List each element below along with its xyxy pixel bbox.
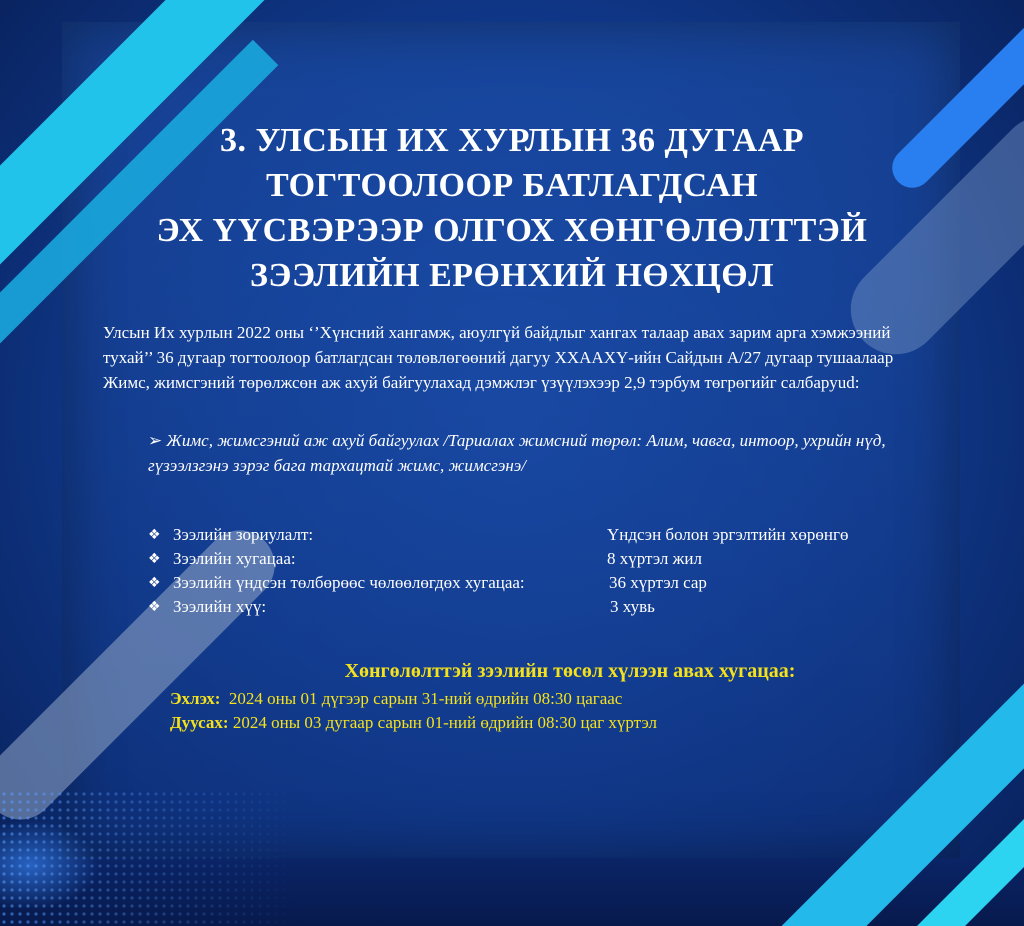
term-label: Зээлийн зориулалт: — [173, 525, 314, 544]
period-start — [170, 687, 930, 711]
submission-period-title: Хөнгөлөлттэй зээлийн төсөл хүлээн авах хугацаа: — [344, 660, 796, 682]
term-label: Зээлийн хугацаа: — [173, 549, 296, 568]
term-label: Зээлийн хүү: — [173, 597, 267, 616]
period-end-value: 2024 оны 03 дугаар сарын 01-ний өдрийн 08:30 цаг хүртэл — [228, 713, 657, 732]
term-value: 8 хүртэл жил — [607, 549, 702, 568]
term-row-purpose — [148, 523, 928, 547]
loan-terms-list — [148, 523, 928, 619]
decor-dots — [0, 790, 300, 926]
term-value: 3 хувь — [610, 597, 655, 616]
term-row-rate — [148, 595, 928, 619]
bullet-text: Жимс, жимсгэний аж ахуй байгуулах /Тариалах жимсний төрөл: Алим, чавга, интоор, ухрийн нүд, гүзээлзгэнэ зэрэг бага тархацтай жимс, жимсгэнэ/ — [148, 431, 886, 475]
term-row-grace — [148, 571, 928, 595]
period-end — [170, 711, 930, 735]
term-value: 36 хүртэл сар — [609, 573, 707, 592]
term-value: Үндсэн болон эргэлтийн хөрөнгө — [607, 525, 849, 544]
diamond-bullet-icon: ❖ — [148, 551, 161, 567]
page-title — [90, 118, 934, 298]
title-line: 3. УЛСЫН ИХ ХУРЛЫН 36 ДУГААР — [219, 122, 805, 159]
arrow-bullet-icon: ➢ — [148, 431, 163, 450]
period-end-label: Дуусах: — [170, 713, 229, 732]
diamond-bullet-icon: ❖ — [148, 575, 161, 591]
title-line: ТОГТООЛООР БАТЛАГДСАН — [265, 167, 759, 204]
intro-paragraph: Улсын Их хурлын 2022 оны ‘’Хүнсний хангамж, аюулгүй байдлыг хангах талаар авах зарим арга хэмжээний тухай’’ 36 дугаар тогтоолоор батлагдсан төлөвлөгөөний дагуу ХХААХҮ-ийн Сайдын А/27 дугаар тушаалаар Жимс, жимсгэний төрөлжсөн аж ахуй байгуулахад дэмжлэг үзүүлэхээр 2,9 тэрбум төгрөгийг салбаруud: — [103, 323, 894, 392]
period-start-value: 2024 оны 01 дүгээр сарын 31-ний өдрийн 08:30 цагаас — [220, 689, 623, 708]
term-row-duration — [148, 547, 928, 571]
fruit-bullet — [148, 428, 888, 478]
diamond-bullet-icon: ❖ — [148, 527, 161, 543]
title-line: ЭХ ҮҮСВЭРЭЭР ОЛГОХ ХӨНГӨЛӨЛТТЭЙ — [156, 212, 868, 249]
diamond-bullet-icon: ❖ — [148, 599, 161, 615]
term-label: Зээлийн үндсэн төлбөрөөс чөлөөлөгдөх хугацаа: — [173, 573, 525, 592]
period-start-label: Эхлэх: — [170, 689, 221, 708]
title-line: ЗЭЭЛИЙН ЕРӨНХИЙ НӨХЦӨЛ — [249, 257, 775, 294]
